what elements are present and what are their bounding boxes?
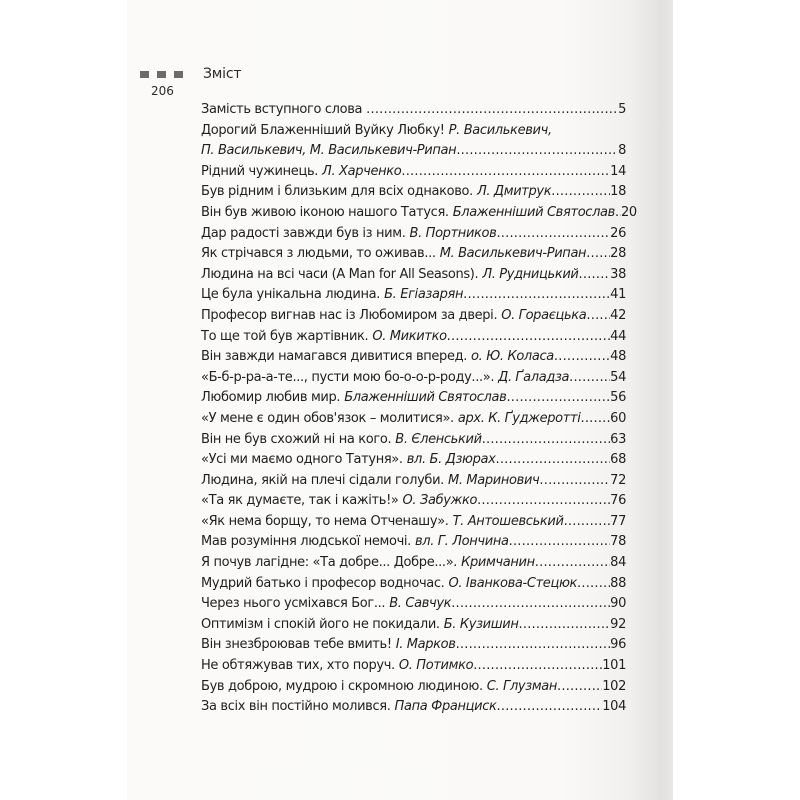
toc-entry-author: Л. Харченко [322, 163, 402, 179]
toc-entry-author: О. Потимко [398, 658, 474, 674]
dot-leader [535, 553, 610, 574]
toc-entry-page-number: 42 [610, 307, 626, 323]
dot-leader [577, 574, 610, 595]
toc-entry-title: Професор вигнав нас із Любомиром за двері. [201, 307, 498, 323]
decorative-squares-icon [140, 71, 183, 78]
dot-leader [447, 327, 610, 348]
toc-entry-author: вл. Г. Лончина [414, 534, 509, 550]
toc-entry-page-number: 41 [610, 287, 626, 303]
toc-entry [201, 656, 626, 677]
toc-entry-page-number: 28 [610, 246, 626, 262]
toc-entry [201, 244, 626, 265]
toc-entry-author: В. Савчук [389, 596, 452, 612]
toc-entry-page-number: 44 [610, 328, 626, 344]
toc-entry-author: Д. Ґаладза [498, 369, 570, 385]
square-icon [157, 71, 166, 78]
toc-entry-author: Блаженніший Святослав [452, 204, 615, 220]
dot-leader [482, 430, 610, 451]
toc-entry-page-number: 78 [610, 534, 626, 550]
toc-entry-author: І. Марков [395, 637, 456, 653]
dot-leader [451, 594, 610, 615]
toc-entry-page-number: 63 [610, 431, 626, 447]
toc-entry-page-number: 104 [602, 699, 626, 715]
toc-entry-author: Б. Егіазарян [384, 287, 464, 303]
page-number: 206 [151, 84, 174, 98]
dot-leader [581, 409, 611, 430]
dot-leader [497, 697, 603, 718]
toc-entry-author: О. Гораєцька [501, 307, 587, 323]
dot-leader [586, 306, 610, 327]
toc-entry-author: о. Ю. Коласа [471, 349, 554, 365]
toc-entry-author: вл. Б. Дзюрах [406, 452, 496, 468]
section-title: Зміст [203, 66, 242, 82]
dot-leader [496, 224, 610, 245]
toc-entry-author: Л. Дмитрук [476, 184, 552, 200]
toc-entry-author: Кримчанин [461, 555, 535, 571]
toc-entry-author: Папа Франциск [394, 699, 497, 715]
dot-leader [463, 285, 610, 306]
toc-entry-title: Я почув лагідне: «Та добре... Добре...». [201, 555, 458, 571]
toc-entry-author: Б. Кузишин [443, 616, 519, 632]
toc-entry-author: С. Глузман [486, 678, 558, 694]
toc-entry-page-number: 26 [610, 225, 626, 241]
dot-leader [557, 677, 602, 698]
toc-entry [201, 182, 626, 203]
toc-entry-title: «Та як думаєте, так і кажіть!» [201, 493, 399, 509]
toc-entry [201, 635, 626, 656]
book-page [127, 0, 673, 800]
toc-entry-title: Рідний чужинець. [201, 163, 319, 179]
toc-entry-page-number: 60 [610, 410, 626, 426]
dot-leader [477, 491, 610, 512]
toc-entry [201, 574, 626, 595]
toc-entry-title: Це була унікальна людина. [201, 287, 381, 303]
dot-leader [551, 182, 610, 203]
toc-entry-page-number: 72 [610, 472, 626, 488]
toc-entry-page-number: 77 [610, 513, 626, 529]
table-of-contents [201, 100, 671, 718]
dot-leader [564, 512, 611, 533]
dot-leader [539, 471, 610, 492]
toc-entry-title: Дорогий Блаженніший Вуйку Любку! [201, 122, 445, 138]
toc-entry [201, 162, 626, 183]
toc-entry [201, 409, 626, 430]
toc-entry-page-number: 88 [610, 575, 626, 591]
toc-entry-page-number: 48 [610, 349, 626, 365]
dot-leader [554, 347, 610, 368]
toc-entry-page-number: 84 [610, 555, 626, 571]
toc-entry-page-number: 14 [610, 163, 626, 179]
toc-entry-title: Він знезброював тебе вмить! [201, 637, 392, 653]
toc-entry-title: Не обтяжував тих, хто поруч. [201, 658, 395, 674]
toc-entry [201, 141, 626, 162]
toc-entry-page-number: 18 [610, 184, 626, 200]
toc-entry [201, 388, 626, 409]
toc-entry [201, 553, 626, 574]
toc-entry-author: О. Микитко [372, 328, 447, 344]
toc-entry-page-number: 96 [610, 637, 626, 653]
toc-entry [201, 532, 626, 553]
toc-entry-title: Був рідним і близьким для всіх однаково. [201, 184, 473, 200]
toc-entry [201, 697, 626, 718]
toc-entry [201, 306, 626, 327]
toc-entry [201, 100, 626, 121]
toc-entry-author: Л. Рудницький [482, 266, 579, 282]
dot-leader [509, 532, 611, 553]
toc-entry-title: Людина, якій на плечі сідали голуби. [201, 472, 444, 488]
dot-leader [586, 244, 610, 265]
toc-entry-title: Любомир любив мир. [201, 390, 341, 406]
toc-entry-author: М. Маринович [447, 472, 540, 488]
toc-entry [201, 224, 626, 245]
dot-leader [615, 203, 621, 224]
dot-leader [401, 162, 610, 183]
toc-entry [201, 677, 626, 698]
dot-leader [456, 635, 611, 656]
toc-entry-title: Він був живою іконою нашого Татуся. [201, 204, 449, 220]
toc-entry-page-number: 8 [618, 143, 626, 159]
toc-entry-page-number: 56 [610, 390, 626, 406]
toc-entry [201, 203, 637, 224]
toc-entry [201, 430, 626, 451]
toc-entry [201, 491, 626, 512]
toc-entry-title: «Усі ми маємо одного Татуня». [201, 452, 403, 468]
toc-entry-author: О. Забужко [402, 493, 478, 509]
toc-entry-page-number: 20 [620, 204, 637, 220]
toc-entry-title: Мудрий батько і професор водночас. [201, 575, 445, 591]
toc-entry [201, 327, 626, 348]
toc-entry-author: арх. К. Ґуджеротті [457, 410, 581, 426]
toc-entry [201, 512, 626, 533]
toc-entry-title: Дар радості завжди був із ним. [201, 225, 406, 241]
toc-entry-title: Замість вступного слова [201, 102, 363, 117]
dot-leader [579, 265, 611, 286]
toc-entry [201, 265, 626, 286]
square-icon [140, 71, 149, 78]
toc-entry [201, 450, 626, 471]
toc-entry-title: Він завжди намагався дивитися вперед. [201, 349, 468, 365]
toc-entry-author: Т. Антошевський [452, 513, 564, 529]
toc-entry-title: За всіх він постійно молився. [201, 699, 391, 715]
toc-entry-page-number: 102 [602, 678, 626, 694]
dot-leader [496, 450, 611, 471]
toc-entry-page-number: 92 [610, 616, 626, 632]
dot-leader [473, 656, 602, 677]
dot-leader [366, 100, 618, 121]
toc-entry-title: Мав розуміння людської немочі. [201, 534, 411, 550]
toc-entry-page-number: 90 [610, 596, 626, 612]
toc-entry-title: Людина на всі часи (A Man for All Seasons). [201, 266, 479, 282]
toc-entry-page-number: 101 [602, 658, 626, 674]
toc-entry [201, 471, 626, 492]
toc-entry-author: М. Василькевич-Рипан [439, 246, 587, 262]
toc-entry-title: Як стрічався з людьми, то оживав... [201, 246, 436, 262]
dot-leader [519, 615, 611, 636]
toc-entry-page-number: 76 [610, 493, 626, 509]
toc-entry-author: Блаженніший Святослав [344, 390, 507, 406]
toc-entry-author: В. Єленський [395, 431, 482, 447]
toc-entry-title: «У мене є один обов'язок – молитися». [201, 410, 454, 426]
toc-entry-title: Був доброю, мудрою і скромною людиною. [201, 678, 483, 694]
toc-entry-page-number: 68 [610, 452, 626, 468]
toc-entry-title: Він не був схожий ні на кого. [201, 431, 392, 447]
square-icon [174, 71, 183, 78]
toc-entry-page-number: 38 [610, 266, 626, 282]
toc-entry [201, 594, 626, 615]
toc-entry-title: То ще той був жартівник. [201, 328, 369, 344]
dot-leader [506, 388, 610, 409]
dot-leader [569, 368, 610, 389]
toc-entry-author: О. Іванкова-Стецюк [448, 575, 578, 591]
toc-entry-author: Р. Василькевич, [448, 122, 552, 138]
toc-entry [201, 121, 626, 142]
toc-entry [201, 347, 626, 368]
toc-entry-author: В. Портников [409, 225, 497, 241]
toc-entry [201, 615, 626, 636]
toc-entry-title: «Як нема борщу, то нема Отченашу». [201, 513, 449, 529]
toc-entry [201, 368, 626, 389]
toc-entry-author: П. Василькевич, М. Василькевич-Рипан [201, 143, 457, 159]
toc-entry-title: Через нього усміхався Бог... [201, 596, 386, 612]
page-header [140, 66, 241, 82]
dot-leader [456, 141, 618, 162]
toc-entry-title: «Б-б-р-ра-а-те..., пусти мою бо-о-о-р-роду...». [201, 369, 495, 385]
toc-entry [201, 285, 626, 306]
toc-entry-page-number: 54 [610, 369, 626, 385]
toc-entry-title: Оптимізм і спокій його не покидали. [201, 616, 440, 632]
toc-entry-page-number: 5 [618, 102, 626, 117]
